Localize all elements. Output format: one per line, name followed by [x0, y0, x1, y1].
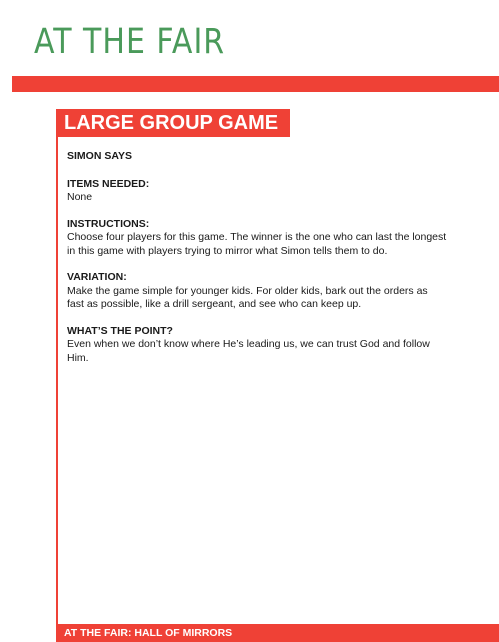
items-needed-label: ITEMS NEEDED: — [67, 177, 150, 190]
point-text: Even when we don’t know where He’s leading us, we can trust God and follow Him. — [67, 338, 430, 364]
variation-block — [67, 271, 447, 312]
point-block — [67, 325, 447, 366]
footer-bar: AT THE FAIR: HALL OF MIRRORS — [56, 624, 499, 642]
variation-label: VARIATION: — [67, 271, 127, 283]
instructions-label: INSTRUCTIONS: — [67, 217, 150, 230]
section-header: LARGE GROUP GAME — [56, 109, 290, 137]
items-needed-block — [67, 178, 447, 205]
instructions-block — [67, 218, 447, 259]
top-accent-bar — [12, 76, 499, 92]
point-label: WHAT’S THE POINT? — [67, 324, 173, 337]
variation-text: Make the game simple for younger kids. For older kids, bark out the orders as fast as possible, like a drill sergeant, and see who can keep up. — [67, 284, 428, 310]
instructions-text: Choose four players for this game. The winner is the one who can last the longest in this game with players trying to mirror what Simon tells them to do. — [67, 231, 447, 257]
brand-title: AT THE FAIR — [34, 22, 226, 63]
items-needed-text: None — [67, 191, 93, 203]
left-accent-rule — [56, 110, 58, 624]
game-content — [67, 150, 447, 378]
game-title: SIMON SAYS — [67, 150, 132, 162]
